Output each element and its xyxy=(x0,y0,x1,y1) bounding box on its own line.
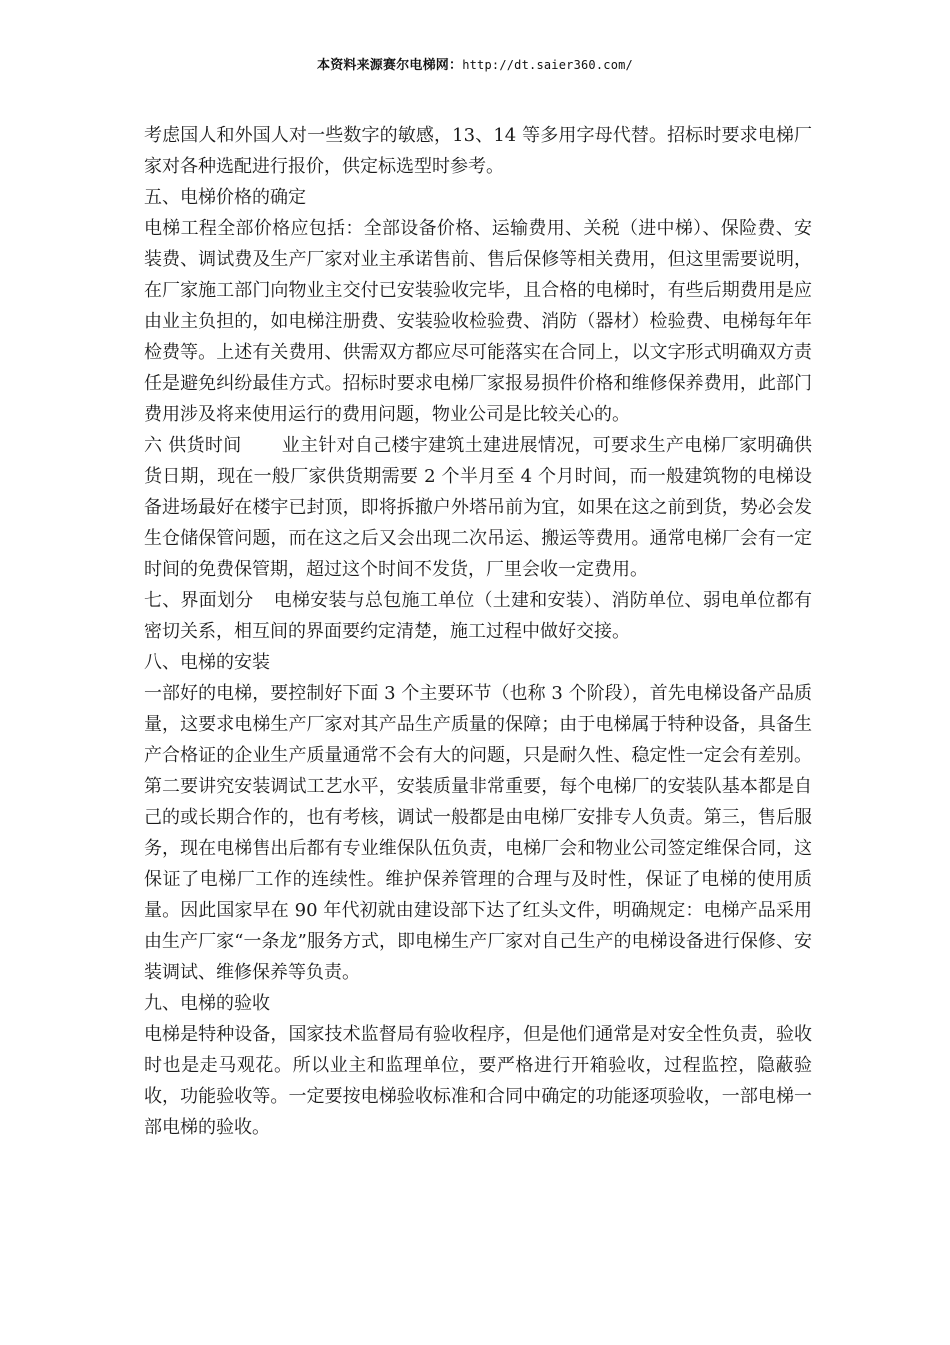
header-source-url[interactable]: http://dt.saier360.com/ xyxy=(462,58,633,72)
document-body xyxy=(144,120,812,1143)
section-heading-installation: 八、电梯的安装 xyxy=(144,652,270,673)
header-source-label: 本资料来源赛尔电梯网： xyxy=(317,58,463,73)
section-heading-price: 五、电梯价格的确定 xyxy=(144,187,306,208)
paragraph-intro: 考虑国人和外国人对一些数字的敏感，13、14 等多用字母代替。招标时要求电梯厂家对各种选配进行报价，供定标选型时参考。 xyxy=(144,125,812,177)
paragraph-interface xyxy=(144,585,812,647)
paragraph-price: 电梯工程全部价格应包括：全部设备价格、运输费用、关税（进中梯）、保险费、安装费、调试费及生产厂家对业主承诺售前、售后保修等相关费用，但这里需要说明，在厂家施工部门向物业主交付已安装验收完毕，且合格的电梯时，有些后期费用是应由业主负担的，如电梯注册费、安装验收检验费、消防（器材）检验费、电梯每年年检费等。上述有关费用、供需双方都应尽可能落实在合同上，以文字形式明确双方责任是避免纠纷最佳方式。招标时要求电梯厂家报易损件价格和维修保养费用，此部门费用涉及将来使用运行的费用问题，物业公司是比较关心的。 xyxy=(144,218,812,425)
section-heading-acceptance: 九、电梯的验收 xyxy=(144,993,270,1014)
section-heading-interface: 七、界面划分 xyxy=(144,590,254,611)
paragraph-acceptance: 电梯是特种设备，国家技术监督局有验收程序，但是他们通常是对安全性负责，验收时也是走马观花。所以业主和监理单位，要严格进行开箱验收，过程监控，隐蔽验收，功能验收等。一定要按电梯验收标准和合同中确定的功能逐项验收，一部电梯一部电梯的验收。 xyxy=(144,1024,812,1138)
interface-text: 电梯安装与总包施工单位（土建和安装）、消防单位、弱电单位都有密切关系，相互间的界面要约定清楚，施工过程中做好交接。 xyxy=(144,590,812,642)
paragraph-installation: 一部好的电梯，要控制好下面 3 个主要环节（也称 3 个阶段），首先电梯设备产品质量，这要求电梯生产厂家对其产品生产质量的保障；由于电梯属于特种设备，具备生产合格证的企业生产质量通常不会有大的问题，只是耐久性、稳定性一定会有差别。第二要讲究安装调试工艺水平，安装质量非常重要，每个电梯厂的安装队基本都是自己的或长期合作的，也有考核，调试一般都是由电梯厂安排专人负责。第三，售后服务，现在电梯售出后都有专业维保队伍负责，电梯厂会和物业公司签定维保合同，这保证了电梯厂工作的连续性。维护保养管理的合理与及时性，保证了电梯的使用质量。因此国家早在 90 年代初就由建设部下达了红头文件，明确规定：电梯产品采用由生产厂家“一条龙”服务方式，即电梯生产厂家对自己生产的电梯设备进行保修、安装调试、维修保养等负责。 xyxy=(144,683,812,983)
delivery-text: 业主针对自己楼宇建筑土建进展情况，可要求生产电梯厂家明确供货日期，现在一般厂家供货期需要 2 个半月至 4 个月时间，而一般建筑物的电梯设备进场最好在楼宇已封顶，即将拆撤户外塔吊前为宜，如果在这之前到货，势必会发生仓储保管问题，而在这之后又会出现二次吊运、搬运等费用。通常电梯厂会有一定时间的免费保管期，超过这个时间不发货，厂里会收一定费用。 xyxy=(144,435,812,580)
paragraph-delivery xyxy=(144,430,812,585)
page-header xyxy=(0,54,950,73)
section-heading-delivery: 六 供货时间 xyxy=(144,435,242,456)
